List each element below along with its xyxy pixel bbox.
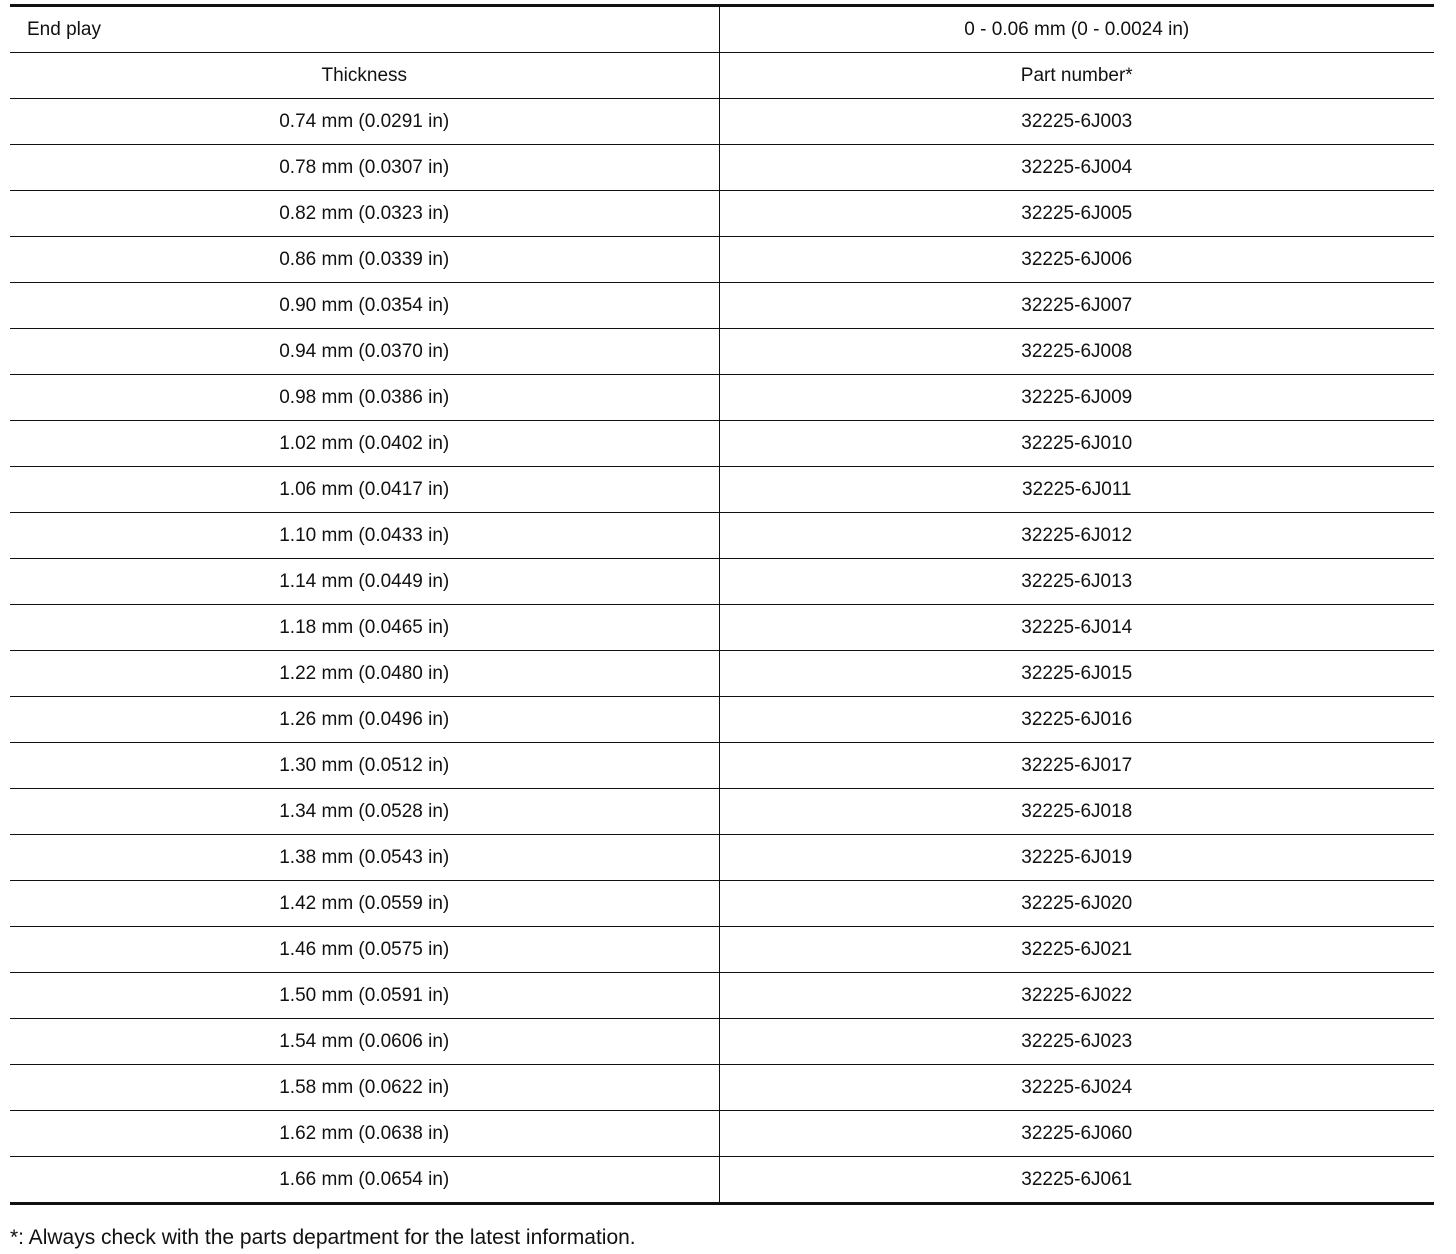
thickness-cell: 0.86 mm (0.0339 in)	[10, 237, 719, 283]
part-number-cell: 32225-6J024	[719, 1065, 1434, 1111]
table-row	[10, 651, 1434, 697]
table-row	[10, 973, 1434, 1019]
table-row	[10, 467, 1434, 513]
table-row	[10, 1111, 1434, 1157]
end-play-row	[10, 6, 1434, 53]
thickness-cell: 0.82 mm (0.0323 in)	[10, 191, 719, 237]
header-row	[10, 53, 1434, 99]
thickness-cell: 0.78 mm (0.0307 in)	[10, 145, 719, 191]
part-number-cell: 32225-6J006	[719, 237, 1434, 283]
part-number-cell: 32225-6J010	[719, 421, 1434, 467]
part-number-cell: 32225-6J008	[719, 329, 1434, 375]
thickness-cell: 0.90 mm (0.0354 in)	[10, 283, 719, 329]
thickness-cell: 1.18 mm (0.0465 in)	[10, 605, 719, 651]
part-number-cell: 32225-6J018	[719, 789, 1434, 835]
part-number-cell: 32225-6J012	[719, 513, 1434, 559]
part-number-cell: 32225-6J023	[719, 1019, 1434, 1065]
part-number-header: Part number*	[719, 53, 1434, 99]
thickness-cell: 1.22 mm (0.0480 in)	[10, 651, 719, 697]
table-row	[10, 513, 1434, 559]
table-row	[10, 697, 1434, 743]
part-number-cell: 32225-6J007	[719, 283, 1434, 329]
end-play-label: End play	[10, 6, 719, 53]
part-number-cell: 32225-6J061	[719, 1157, 1434, 1204]
part-number-cell: 32225-6J003	[719, 99, 1434, 145]
thickness-cell: 1.38 mm (0.0543 in)	[10, 835, 719, 881]
table-row	[10, 927, 1434, 973]
table-row	[10, 375, 1434, 421]
thickness-cell: 1.30 mm (0.0512 in)	[10, 743, 719, 789]
table-row	[10, 421, 1434, 467]
table-row	[10, 1065, 1434, 1111]
thickness-cell: 0.74 mm (0.0291 in)	[10, 99, 719, 145]
thickness-cell: 1.26 mm (0.0496 in)	[10, 697, 719, 743]
table-row	[10, 99, 1434, 145]
thickness-cell: 1.54 mm (0.0606 in)	[10, 1019, 719, 1065]
thickness-cell: 1.06 mm (0.0417 in)	[10, 467, 719, 513]
shim-spec-table	[10, 4, 1434, 1205]
thickness-cell: 1.10 mm (0.0433 in)	[10, 513, 719, 559]
thickness-cell: 1.58 mm (0.0622 in)	[10, 1065, 719, 1111]
part-number-cell: 32225-6J017	[719, 743, 1434, 789]
table-row	[10, 1019, 1434, 1065]
table-row	[10, 237, 1434, 283]
thickness-cell: 1.34 mm (0.0528 in)	[10, 789, 719, 835]
thickness-cell: 1.50 mm (0.0591 in)	[10, 973, 719, 1019]
part-number-cell: 32225-6J015	[719, 651, 1434, 697]
thickness-cell: 1.66 mm (0.0654 in)	[10, 1157, 719, 1204]
table-row	[10, 605, 1434, 651]
part-number-cell: 32225-6J016	[719, 697, 1434, 743]
part-number-cell: 32225-6J005	[719, 191, 1434, 237]
end-play-value: 0 - 0.06 mm (0 - 0.0024 in)	[719, 6, 1434, 53]
part-number-cell: 32225-6J022	[719, 973, 1434, 1019]
thickness-header: Thickness	[10, 53, 719, 99]
table-row	[10, 835, 1434, 881]
thickness-cell: 1.02 mm (0.0402 in)	[10, 421, 719, 467]
footnote: *: Always check with the parts department for the latest information.	[10, 1226, 636, 1249]
thickness-cell: 1.42 mm (0.0559 in)	[10, 881, 719, 927]
thickness-cell: 1.62 mm (0.0638 in)	[10, 1111, 719, 1157]
table-row	[10, 789, 1434, 835]
table-row	[10, 559, 1434, 605]
thickness-cell: 1.14 mm (0.0449 in)	[10, 559, 719, 605]
thickness-cell: 0.94 mm (0.0370 in)	[10, 329, 719, 375]
part-number-cell: 32225-6J004	[719, 145, 1434, 191]
table-row	[10, 881, 1434, 927]
table-row	[10, 743, 1434, 789]
part-number-cell: 32225-6J019	[719, 835, 1434, 881]
part-number-cell: 32225-6J009	[719, 375, 1434, 421]
part-number-cell: 32225-6J011	[719, 467, 1434, 513]
part-number-cell: 32225-6J014	[719, 605, 1434, 651]
thickness-cell: 0.98 mm (0.0386 in)	[10, 375, 719, 421]
table-row	[10, 283, 1434, 329]
part-number-cell: 32225-6J020	[719, 881, 1434, 927]
table-row	[10, 1157, 1434, 1204]
part-number-cell: 32225-6J060	[719, 1111, 1434, 1157]
table-row	[10, 145, 1434, 191]
table-row	[10, 191, 1434, 237]
part-number-cell: 32225-6J021	[719, 927, 1434, 973]
table-body	[10, 6, 1434, 1204]
thickness-cell: 1.46 mm (0.0575 in)	[10, 927, 719, 973]
table-row	[10, 329, 1434, 375]
part-number-cell: 32225-6J013	[719, 559, 1434, 605]
